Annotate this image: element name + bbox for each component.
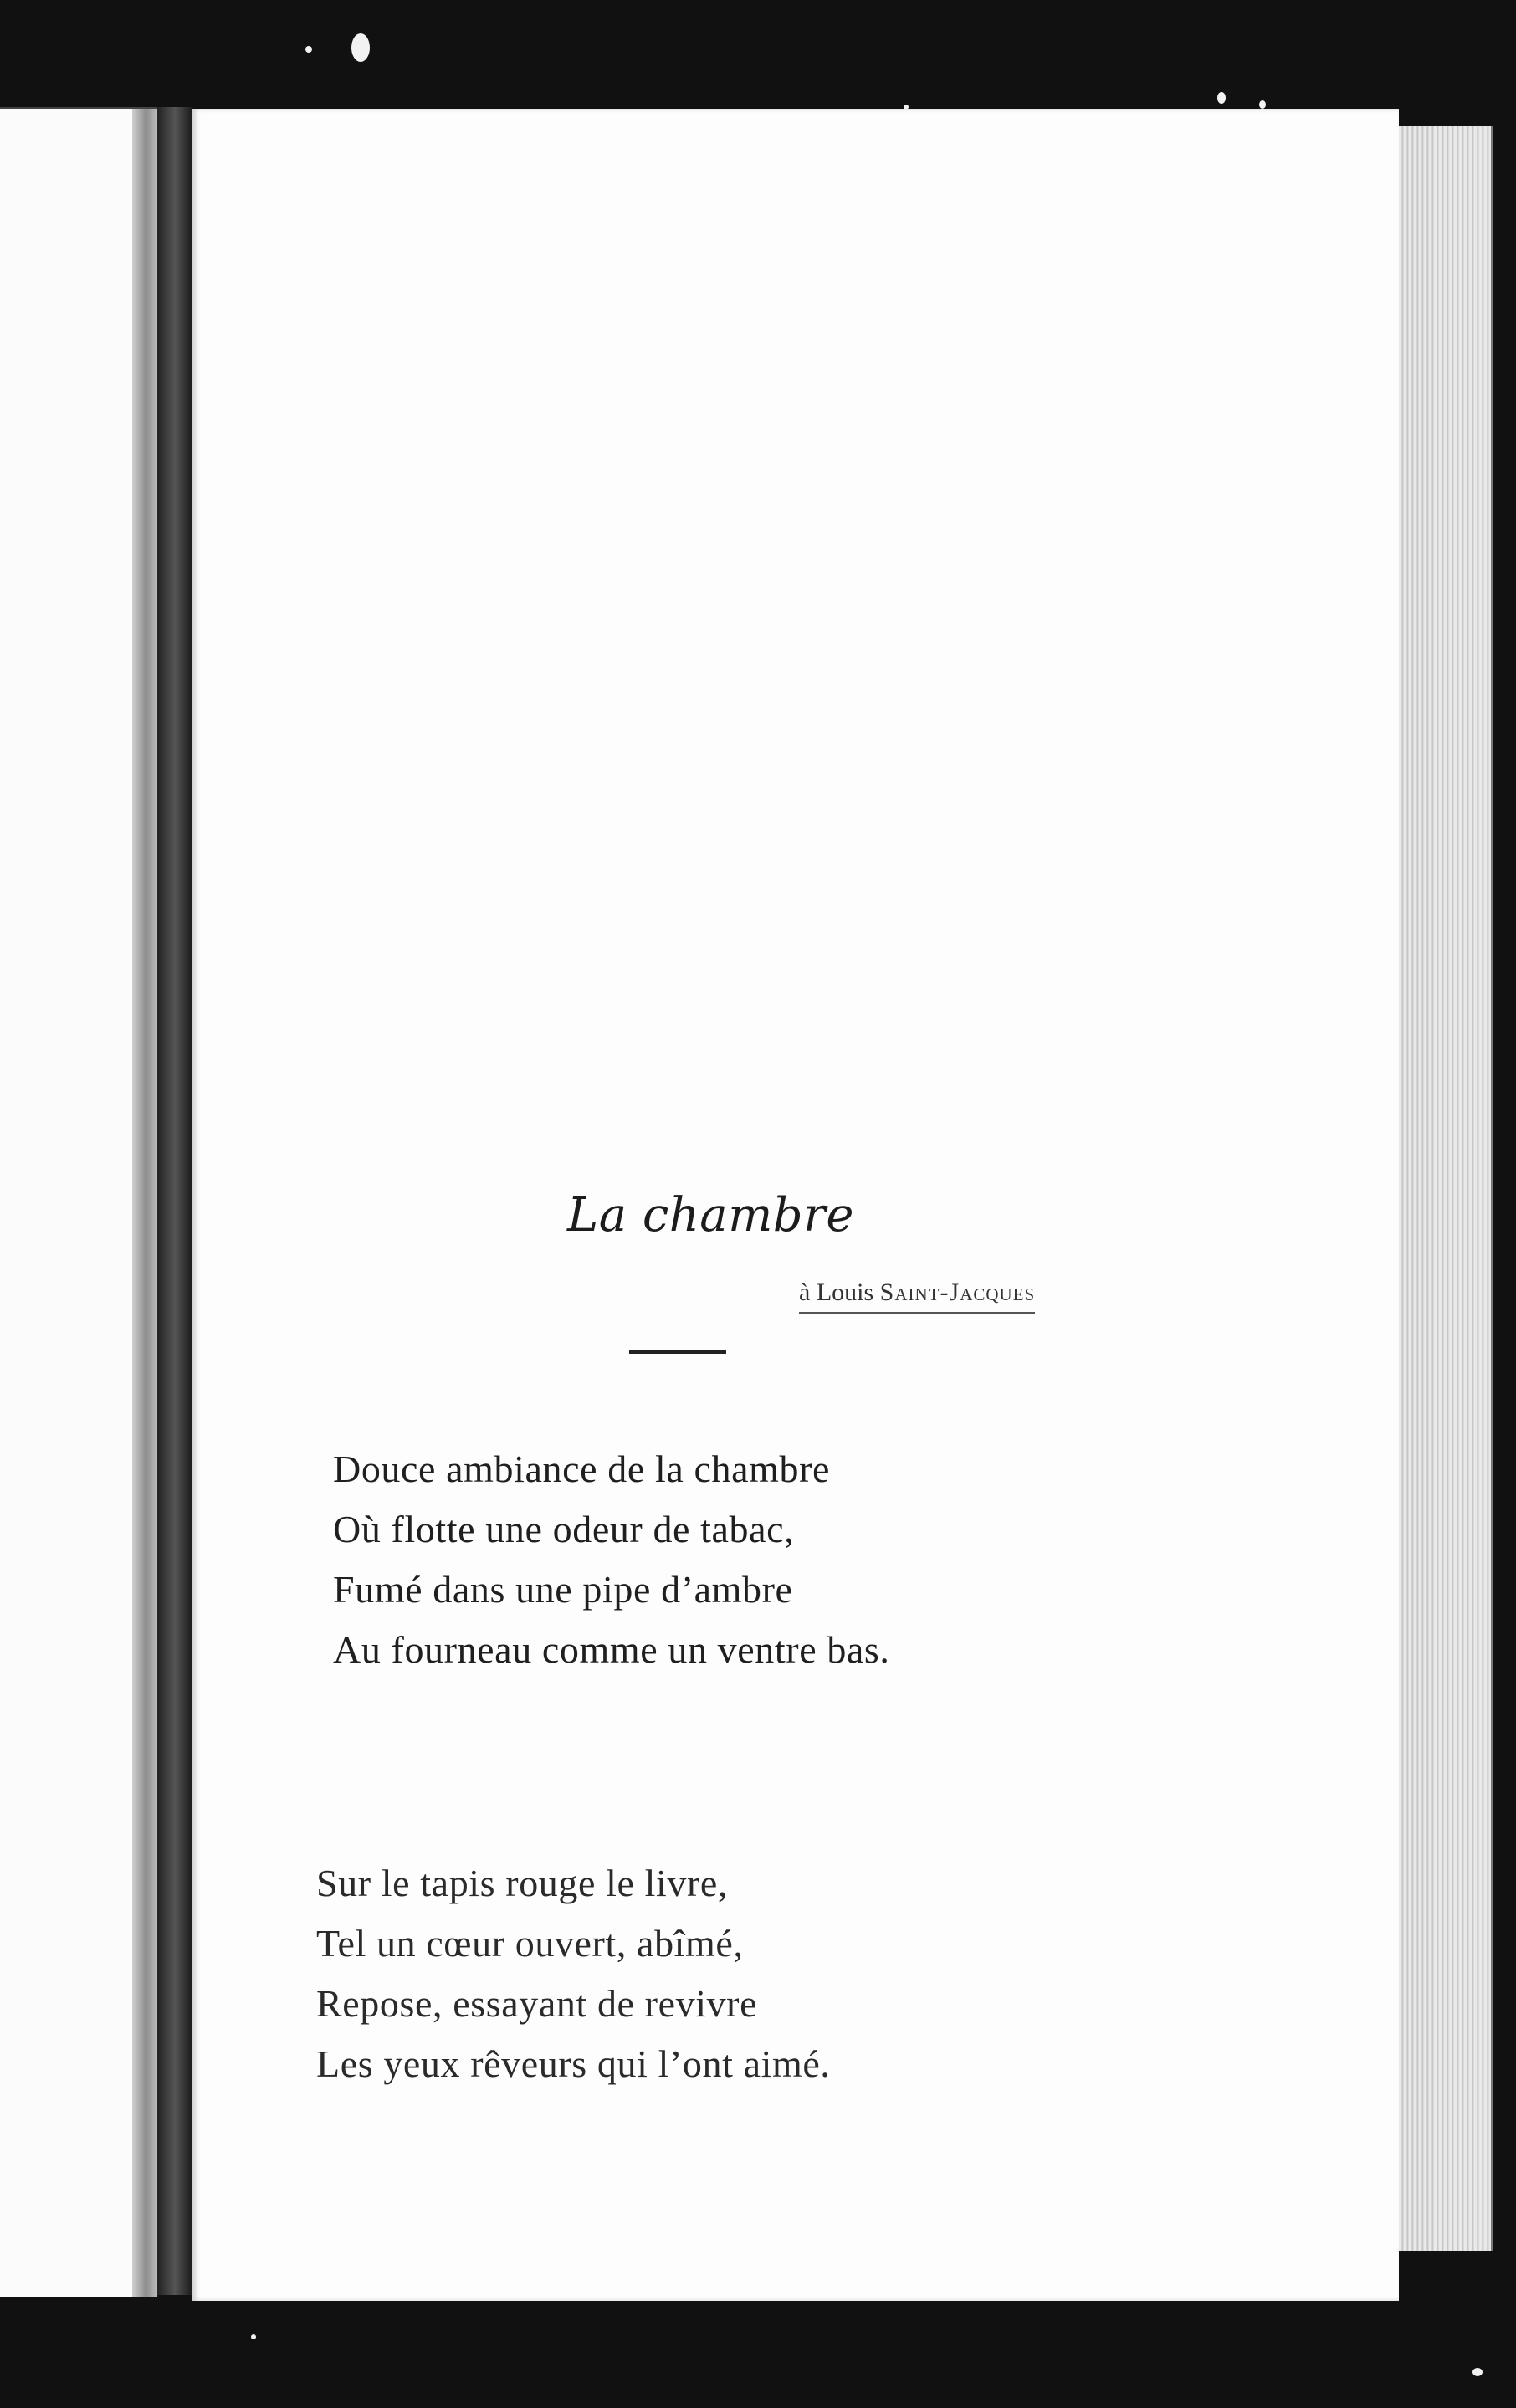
scan-speck — [305, 46, 312, 53]
poem-line: Douce ambiance de la chambre — [333, 1447, 831, 1490]
poem — [192, 109, 1399, 2301]
poem-line: Où flotte une odeur de tabac, — [333, 1508, 795, 1550]
facing-page-edge — [132, 109, 157, 2297]
poem-title: La chambre — [567, 1188, 855, 1242]
title-divider — [629, 1350, 726, 1354]
poem-line: Fumé dans une pipe d’ambre — [333, 1568, 793, 1611]
book-page — [192, 109, 1399, 2301]
poem-line: Tel un cœur ouvert, abîmé, — [316, 1922, 744, 1965]
poem-line: Les yeux rêveurs qui l’ont aimé. — [316, 2042, 831, 2085]
scan-speck — [1217, 92, 1226, 104]
scan-speck — [1259, 100, 1266, 109]
scan-speck — [351, 33, 370, 62]
dedication — [799, 1278, 1035, 1314]
dedication-prefix: à Louis — [799, 1278, 874, 1306]
scan-speck — [251, 2334, 256, 2339]
dedication-name: Saint-Jacques — [879, 1278, 1036, 1306]
scan-speck — [1472, 2368, 1483, 2376]
page-stack-edge — [1399, 126, 1493, 2251]
stanza — [333, 1439, 890, 1680]
book-gutter — [157, 107, 192, 2295]
poem-line: Repose, essayant de revivre — [316, 1982, 758, 2025]
stanza — [316, 1853, 830, 2094]
poem-line: Au fourneau comme un ventre bas. — [333, 1628, 890, 1671]
poem-line: Sur le tapis rouge le livre, — [316, 1862, 729, 1904]
facing-page — [0, 107, 157, 2297]
